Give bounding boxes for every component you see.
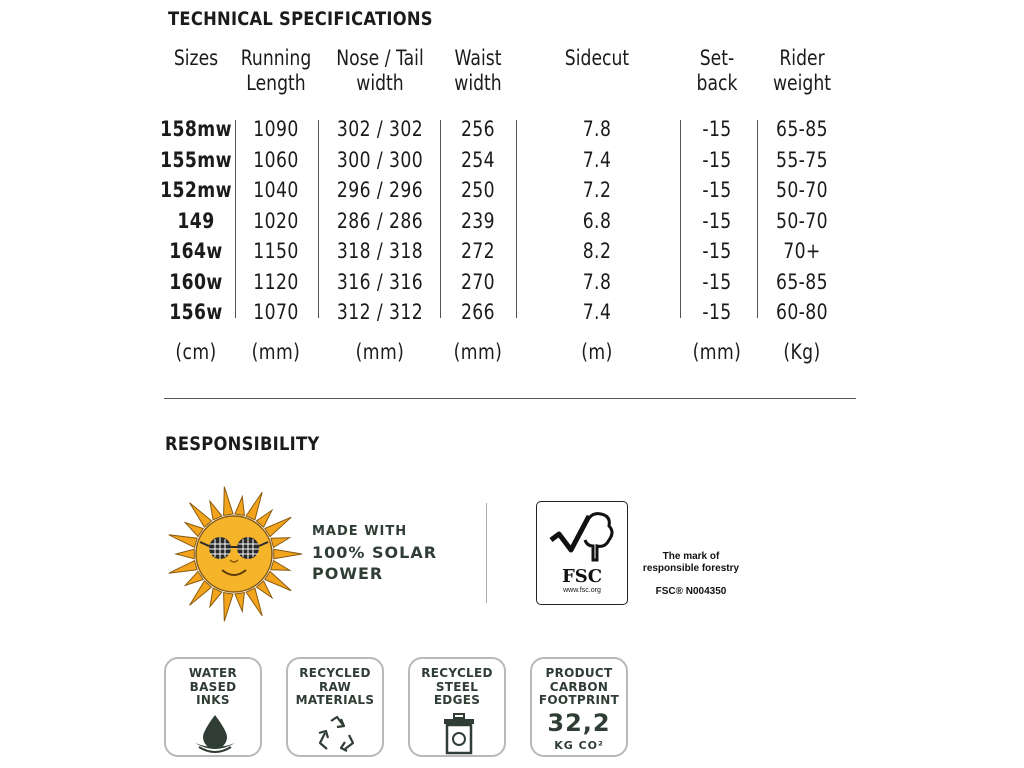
solar-fsc-divider	[486, 503, 487, 603]
sun-ray	[265, 517, 291, 536]
fsc-mark-line-1: The mark of	[662, 551, 720, 562]
solar-line-1: MADE WITH	[312, 524, 408, 539]
unit-sidecut: (m)	[581, 340, 613, 364]
table-cell-rider_weight: 50-70	[775, 208, 829, 233]
table-cell-setback: -15	[702, 178, 732, 202]
fsc-license: FSC® N004350	[655, 586, 727, 597]
unit-running_length: (mm)	[251, 340, 301, 364]
column-header-size: Sizes	[173, 46, 219, 70]
unit-setback: (mm)	[692, 340, 742, 364]
specs-title: TECHNICAL SPECIFICATIONS	[168, 8, 433, 30]
column-header-waist-line2: width	[454, 71, 502, 95]
badge-label: RECYCLED STEEL EDGES	[421, 666, 493, 707]
badge-recycled-steel-edges	[408, 657, 506, 757]
column-header-setback-line2: back	[696, 71, 738, 95]
table-cell-size: 156w	[169, 300, 223, 324]
sun-ray	[176, 549, 194, 559]
fsc-mark-line-2: responsible forestry	[642, 563, 740, 574]
table-cell-rider_weight: 55-75	[775, 147, 829, 172]
column-separator	[440, 120, 441, 318]
column-separator	[757, 120, 758, 318]
sun-ray	[169, 535, 197, 548]
sun-ray	[235, 593, 245, 612]
table-cell-rider_weight: 50-70	[775, 178, 829, 202]
table-cell-setback: -15	[702, 147, 732, 172]
table-cell-setback: -15	[702, 208, 732, 233]
table-cell-sidecut: 7.8	[582, 117, 612, 141]
solar-line-2: 100% SOLAR	[312, 543, 438, 562]
sun-ray	[190, 503, 212, 527]
table-cell-running_length: 1020	[253, 208, 299, 233]
table-cell-size: 158mw	[160, 117, 232, 141]
sun-ray	[210, 588, 222, 607]
sun-ray	[224, 487, 234, 516]
table-cell-running_length: 1150	[253, 239, 299, 263]
column-separator	[516, 120, 517, 318]
column-separator	[318, 120, 319, 318]
sun-ray	[265, 571, 291, 590]
table-cell-size: 149	[177, 208, 215, 233]
table-cell-size: 164w	[169, 239, 223, 263]
table-cell-running_length: 1090	[253, 117, 299, 141]
sun-with-sunglasses-icon	[164, 484, 304, 624]
table-cell-setback: -15	[702, 117, 732, 141]
column-header-waist: Waist	[454, 46, 502, 70]
table-cell-waist: 254	[460, 147, 496, 172]
recycle-icon	[317, 715, 357, 753]
sun-ray	[185, 523, 203, 537]
table-cell-waist: 270	[460, 269, 496, 294]
table-cell-sidecut: 7.8	[582, 269, 612, 294]
sun-ray	[190, 581, 212, 606]
table-cell-size: 152mw	[160, 178, 232, 202]
column-header-rider_weight-line2: weight	[772, 71, 832, 95]
sun-ray	[271, 561, 290, 571]
table-cell-setback: -15	[702, 269, 732, 294]
table-cell-nose_tail: 302 / 302	[336, 117, 424, 141]
table-cell-nose_tail: 312 / 312	[336, 300, 424, 324]
sun-ray	[185, 571, 203, 585]
table-cell-rider_weight: 60-80	[775, 300, 829, 324]
sun-ray	[169, 561, 197, 574]
table-cell-rider_weight: 65-85	[775, 269, 829, 294]
column-header-nose_tail-line2: width	[356, 71, 404, 95]
table-cell-size: 160w	[169, 269, 223, 294]
unit-size: (cm)	[175, 340, 217, 364]
table-cell-sidecut: 7.4	[582, 300, 612, 324]
table-cell-waist: 272	[460, 239, 496, 263]
column-separator	[235, 120, 236, 318]
column-header-setback: Set-	[699, 46, 735, 70]
column-header-nose_tail: Nose / Tail	[336, 46, 424, 70]
unit-rider_weight: (Kg)	[783, 340, 821, 364]
table-cell-running_length: 1040	[253, 178, 299, 202]
fsc-logo	[536, 501, 628, 605]
table-cell-nose_tail: 296 / 296	[336, 178, 424, 202]
table-cell-nose_tail: 300 / 300	[336, 147, 424, 172]
table-cell-nose_tail: 286 / 286	[336, 208, 424, 233]
fsc-logo-text: FSC	[561, 566, 603, 587]
table-cell-nose_tail: 316 / 316	[336, 269, 424, 294]
unit-waist: (mm)	[453, 340, 503, 364]
table-cell-rider_weight: 65-85	[775, 117, 829, 141]
table-cell-waist: 239	[460, 208, 496, 233]
column-header-rider_weight: Rider	[779, 46, 825, 70]
table-cell-setback: -15	[702, 300, 732, 324]
badge-label: PRODUCT CARBON FOOTPRINT	[538, 666, 620, 707]
column-separator	[680, 120, 681, 318]
table-cell-running_length: 1120	[253, 269, 299, 294]
sun-ray	[210, 501, 222, 520]
column-header-sidecut: Sidecut	[564, 46, 630, 70]
table-cell-nose_tail: 318 / 318	[336, 239, 424, 263]
table-cell-waist: 266	[460, 300, 496, 324]
section-divider	[164, 398, 856, 399]
badge-water-based-inks	[164, 657, 262, 757]
carbon-footprint-value: 32,2	[547, 709, 611, 737]
sun-ray	[235, 497, 245, 516]
column-header-running_length-line2: Length	[246, 71, 306, 95]
carbon-footprint-unit: KG CO²	[554, 739, 604, 752]
sun-ray	[246, 588, 262, 616]
table-cell-sidecut: 7.2	[582, 178, 612, 202]
recycle-bin-icon	[442, 713, 476, 755]
badge-label: WATER BASED INKS	[188, 666, 238, 707]
table-cell-setback: -15	[702, 239, 732, 263]
solar-line-3: POWER	[312, 564, 384, 583]
fsc-url: www.fsc.org	[563, 587, 601, 594]
table-cell-rider_weight: 70+	[783, 239, 821, 263]
table-cell-size: 155mw	[160, 147, 232, 172]
table-cell-waist: 250	[460, 178, 496, 202]
responsibility-title: RESPONSIBILITY	[165, 433, 320, 455]
table-cell-running_length: 1070	[253, 300, 299, 324]
badge-label: RECYCLED RAW MATERIALS	[295, 666, 375, 707]
sun-ray	[274, 549, 302, 559]
unit-nose_tail: (mm)	[355, 340, 405, 364]
table-cell-sidecut: 7.4	[582, 147, 612, 172]
badge-recycled-raw-materials	[286, 657, 384, 757]
sun-ray	[246, 492, 262, 520]
sun-ray	[224, 593, 234, 622]
table-cell-sidecut: 8.2	[582, 239, 612, 263]
water-drop-icon	[193, 713, 237, 753]
table-cell-waist: 256	[460, 117, 496, 141]
table-cell-running_length: 1060	[253, 147, 299, 172]
sun-ray	[271, 538, 290, 548]
badge-product-carbon-footprint	[530, 657, 628, 757]
table-cell-sidecut: 6.8	[582, 208, 612, 233]
fsc-tree-checkmark-icon	[547, 510, 617, 565]
column-header-running_length: Running	[240, 46, 312, 70]
